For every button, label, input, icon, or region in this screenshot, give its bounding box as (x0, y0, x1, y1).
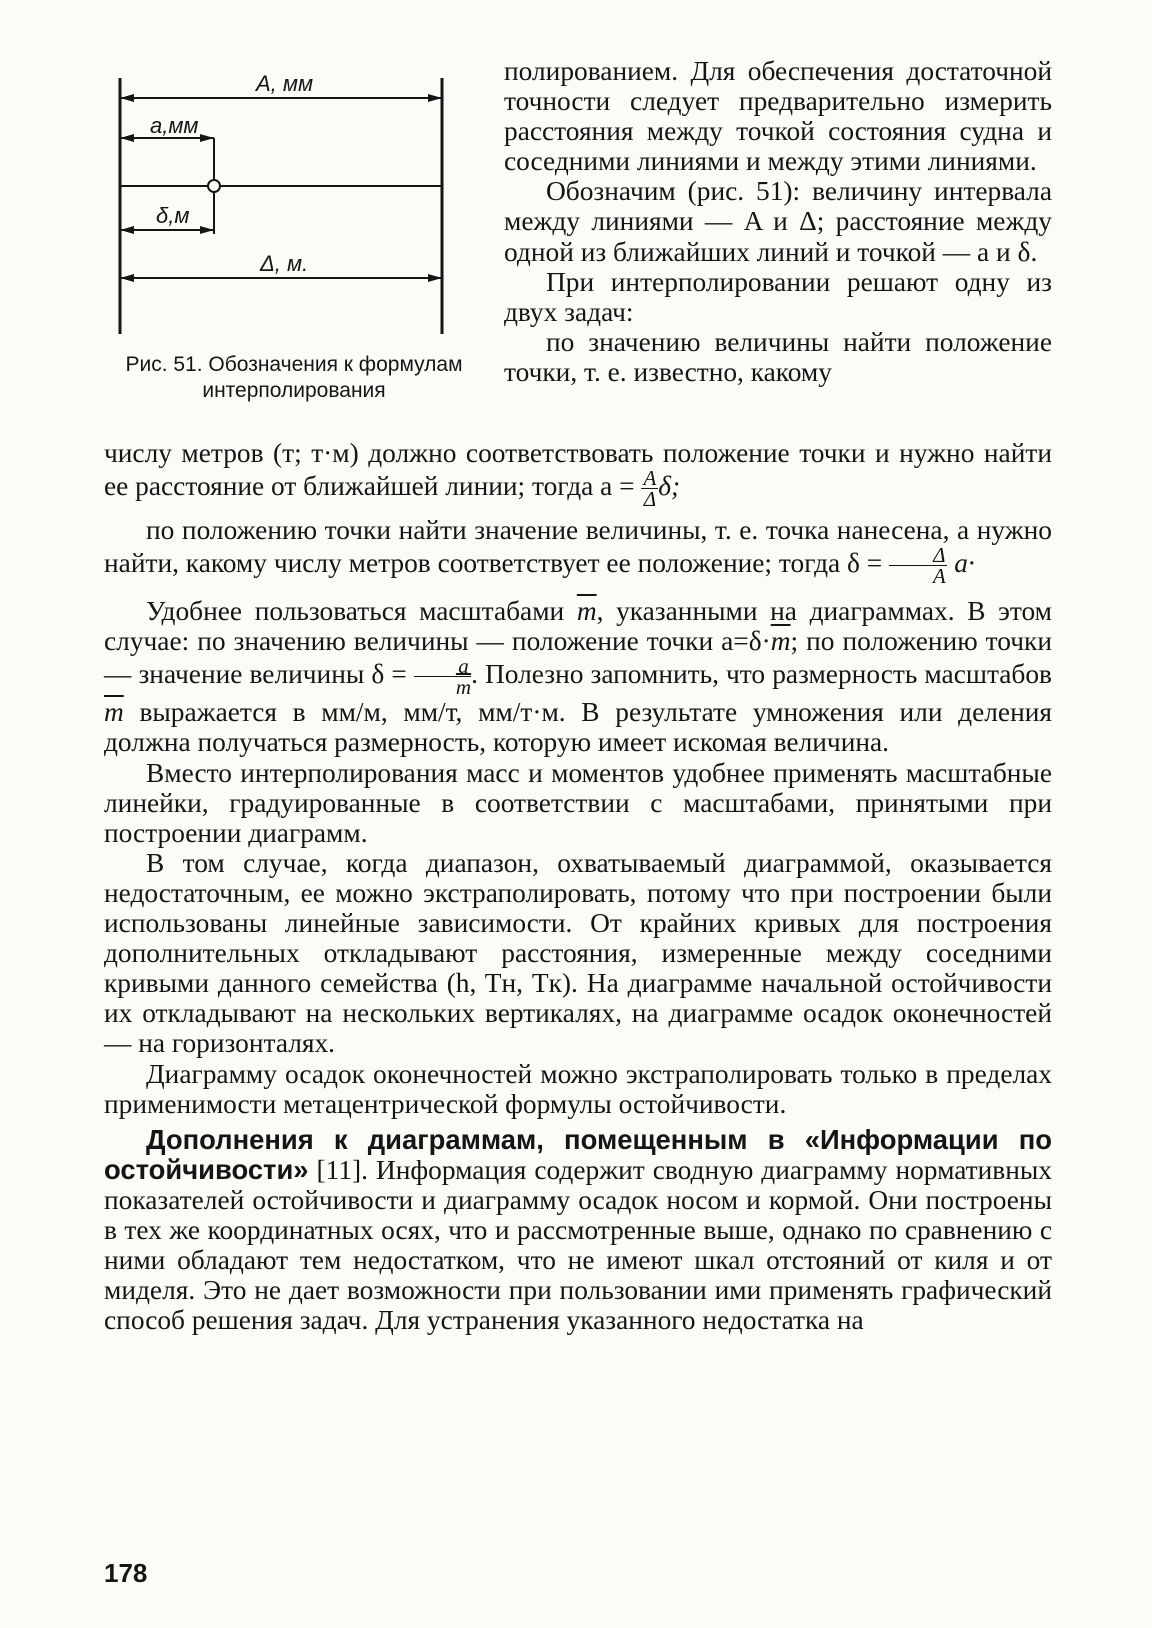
text-span: . Полезно запомнить, что размерность масштабов (471, 659, 1052, 690)
paragraph: по значению величины найти положение точки, т. е. известно, какому (504, 326, 1052, 387)
paragraph: полированием. Для обеспечения достаточной точности следует предварительно измерить расстояния между точкой состояния судна и соседними линиями и между этими линиями. (504, 56, 1052, 177)
text-span: числу метров (т; т·м) должно соответствовать положение точки и нужно найти ее расстояние от ближайшей линии; тогда a = (104, 438, 1052, 501)
text-span: выражается в мм/м, мм/т, мм/т·м. В результате умножения или деления должна получаться размерность, которую имеет искомая величина. (104, 697, 1052, 758)
main-text (104, 438, 1052, 1335)
paragraph-formula-delta (104, 515, 1052, 589)
text-span: δ; (658, 470, 681, 501)
paragraph: В том случае, когда диапазон, охватываемый диаграммой, оказывается недостаточным, ее можно экстраполировать, потому что при построении были использованы линейные зависимости. От крайних кривых для построения дополнительных откладывают расстояния, измеренные между соседними кривыми данного семейства (h, Tн, Tк). На диаграмме начальной остойчивости их откладывают на нескольких вертикалях, на диаграмме осадок оконечностей — на горизонталях. (104, 847, 1052, 1059)
scale-symbol: $\overline{m}$ (576, 596, 597, 627)
text-span: ; по положению точки — значение величины δ = (104, 626, 1052, 690)
figure-caption: Рис. 51. Обозначения к формулам интерполирования (125, 353, 463, 402)
fraction-denominator: A (932, 564, 946, 589)
fraction-numerator: A (643, 466, 657, 491)
fraction-denominator: m (455, 675, 472, 700)
label-A-mm: A, мм (256, 71, 314, 96)
fraction-numerator: a (414, 656, 471, 677)
fraction (414, 654, 472, 700)
paragraph: При интерполировании решают одну из двух задач: (504, 266, 1052, 327)
label-a-mm: a,мм (150, 113, 199, 138)
fraction (889, 543, 947, 589)
paragraph: Обозначим (рис. 51): величину интервала между линиями — A и Δ; расстояние между одной из ближайших линий и точкой — a и δ. (504, 176, 1052, 267)
fraction-numerator: Δ (889, 545, 947, 566)
text-span: a· (954, 547, 975, 578)
section-heading: Дополнения к диаграммам, помещенным в «Информации по остойчивости» (104, 1123, 1052, 1185)
text-span: [11]. Информация содержит сводную диаграмму нормативных показателей остойчивости и диаграмму осадок носом и кормой. Они построены в тех же координатных осях, что и рассмотренные выше, однако по сравнению с ними обладают тем недостатком, что не имеют шкал отстояний от киля и от миделя. Это не дает возможности при пользовании ими применять графический способ решения задач. Для устранения указанного недостатка на (104, 1154, 1052, 1336)
paragraph: Диаграмму осадок оконечностей можно экстраполировать только в пределах применимости метацентрической формулы остойчивости. (104, 1058, 1052, 1119)
paragraph: Вместо интерполирования масс и моментов удобнее применять масштабные линейки, градуированные в соответствии с масштабами, принятыми при построении диаграмм. (104, 757, 1052, 848)
interpolation-diagram (104, 52, 484, 352)
label-Delta-m: Δ, м. (260, 251, 309, 276)
fraction-denominator: Δ (643, 487, 657, 512)
paragraph-supplements (104, 1125, 1052, 1336)
label-delta-m: δ,м (156, 203, 190, 228)
text-span: , указанными на диаграммах. В этом случае: по значению величины — положение точки a=δ· (104, 596, 1052, 657)
page-number: 178 (104, 1558, 148, 1588)
scale-symbol: $\overline{m}$ (104, 697, 124, 728)
fraction (641, 466, 658, 512)
text-span: Удобнее пользоваться масштабами (146, 596, 565, 627)
right-column (504, 56, 1052, 387)
paragraph-scales (104, 596, 1052, 757)
scale-symbol: $\overline{m}$ (770, 626, 791, 657)
paragraph-formula-a (104, 438, 1052, 512)
text-span: по положению точки найти значение величины, т. е. точка нанесена, а нужно найти, какому числу метров соответствует ее положение; тогда δ = (104, 515, 1052, 578)
figure-51 (104, 52, 484, 352)
